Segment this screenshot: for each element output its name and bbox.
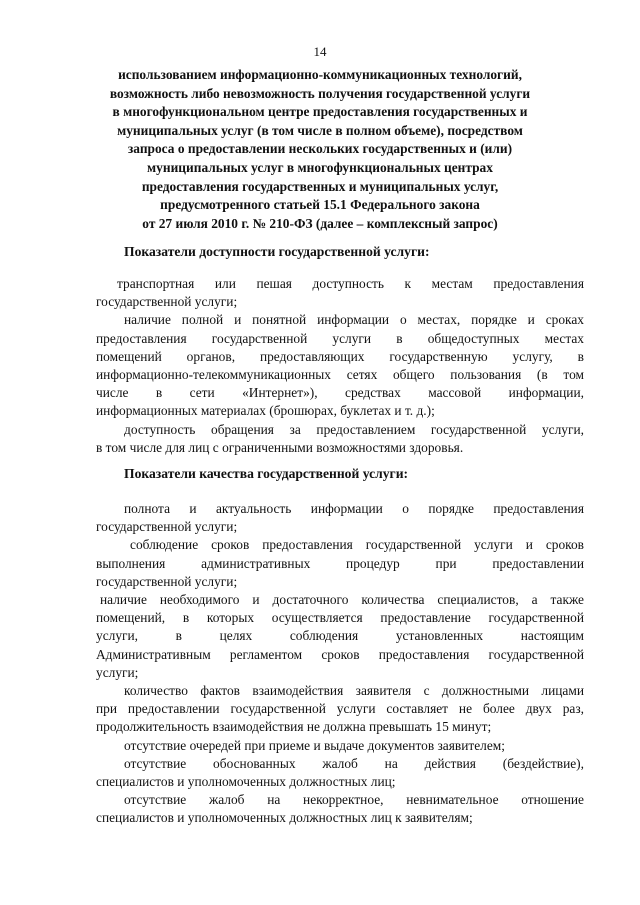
section-heading [96,66,544,233]
text-line: отсутствие очередей при приеме и выдаче документов заявителем; [124,737,505,753]
text-line: соблюдение сроков предоставления государственной услуги и сроков [130,537,584,553]
text-line: количество фактов взаимодействия заявителя с должностными лицами [124,683,584,699]
paragraph [96,791,584,827]
text-line: продолжительность взаимодействия не должна превышать 15 минут; [96,719,492,735]
paragraph [96,737,584,755]
text-line: специалистов и уполномоченных должностных лиц; [96,774,396,790]
text-line: Административным регламентом сроков предоставления государственной [96,646,584,662]
text-line: государственной услуги; [96,519,238,535]
text-line: предоставления государственной услуги в общедоступных местах [96,330,584,346]
heading-line: муниципальных услуг (в том числе в полном объеме), посредством [117,122,523,138]
paragraph [96,311,584,420]
heading-line: использованием информационно-коммуникационных технологий, [118,67,522,82]
text-line: помещений органов, предоставляющих государственную услугу, в [96,348,584,364]
text-line: услуги; [96,664,139,680]
text-line: числе в сети «Интернет»), средствах массовой информации, [96,385,584,401]
text-line: при предоставлении государственной услуги составляет не более двух раз, [96,701,584,717]
text-line: выполнения административных процедур при предоставлении [96,555,584,571]
paragraph [96,536,584,591]
heading-line: муниципальных услуг в многофункциональных центрах [147,159,493,175]
paragraph [96,591,584,682]
text-line: полнота и актуальность информации о порядке предоставления [124,501,584,516]
text-line: транспортная или пешая доступность к местам предоставления [117,276,584,291]
text-line: услуги, в целях соблюдения установленных настоящим [96,628,584,644]
quality-body [96,500,584,828]
paragraph [96,421,584,457]
heading-line: запроса о предоставлении нескольких государственных и (или) [127,141,513,157]
heading-line: в многофункциональном центре предоставления государственных и [112,104,528,120]
paragraph [96,755,584,791]
text-line: государственной услуги; [96,294,238,310]
availability-title: Показатели доступности государственной услуги: [124,244,430,259]
heading-line: от 27 июля 2010 г. № 210-ФЗ (далее – комплексный запрос) [142,215,498,231]
text-line: государственной услуги; [96,573,238,589]
heading-line: предоставления государственных и муниципальных услуг, [141,178,499,194]
availability-body [96,275,584,457]
page-number: 14 [313,44,327,59]
paragraph [96,500,584,536]
heading-line: возможность либо невозможность получения государственной услуги [109,85,531,101]
text-line: отсутствие жалоб на некорректное, невнимательное отношение [124,792,584,808]
text-line: информационных материалах (брошюрах, буклетах и т. д.); [96,403,435,419]
paragraph [96,275,584,311]
text-line: отсутствие обоснованных жалоб на действия (бездействие), [124,755,584,771]
heading-line: предусмотренного статьей 15.1 Федерального закона [160,197,480,213]
text-line: информационно-телекоммуникационных сетях общего пользования (в том [96,367,584,383]
quality-title: Показатели качества государственной услуги: [124,466,409,481]
text-line: помещений, в которых осуществляется предоставление государственной [96,610,584,626]
paragraph [96,682,584,737]
text-line: доступность обращения за предоставлением государственной услуги, [124,421,584,437]
text-line: специалистов и уполномоченных должностных лиц к заявителям; [96,810,473,826]
text-line: наличие полной и понятной информации о местах, порядке и сроках [124,312,584,328]
text-line: наличие необходимого и достаточного количества специалистов, а также [100,592,584,608]
text-line: в том числе для лиц с ограниченными возможностями здоровья. [96,439,464,455]
